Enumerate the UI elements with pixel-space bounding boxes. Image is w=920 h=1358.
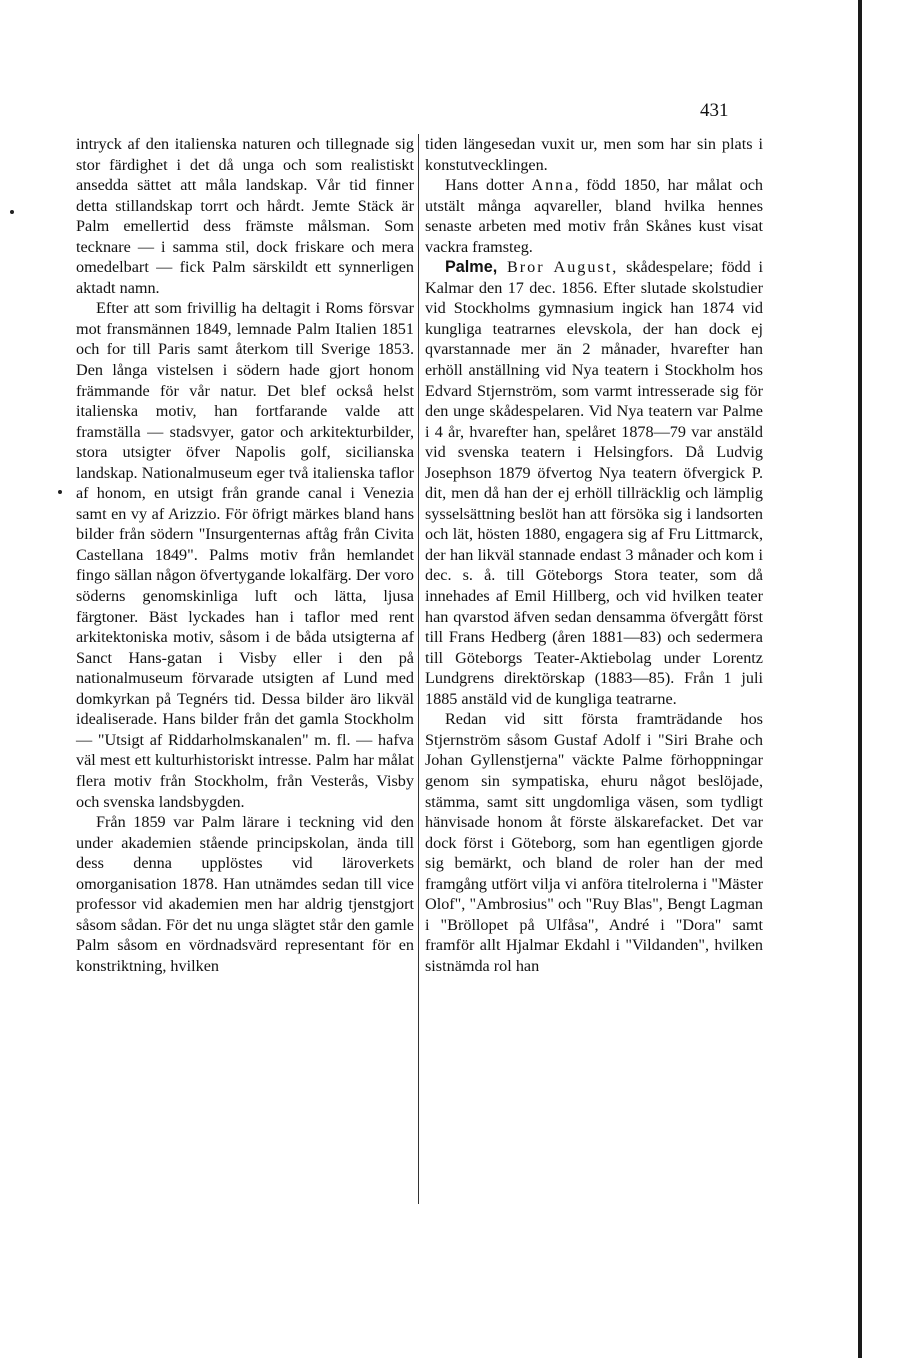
left-paragraph-3: Från 1859 var Palm lärare i teckning vid den under akademien stående principskolan, ända till dess denna upplöstes vid läroverkets omorganisation 1878. Han utnämdes sedan till vice professor vid akademien men har aldrig tjenstgjort såsom sådan. För det nu unga slägtet står den gamle Palm såsom en vördnadsvärd representant för en konstriktning, hvilken xyxy=(76,813,414,975)
right-paragraph-2 xyxy=(425,175,763,257)
margin-speck xyxy=(58,490,62,494)
anna-text: , född 1850, har målat och utstält många aqvareller, bland hvilka hennes senaste arbeten med motiv från Skånes kust visat vackra framsteg. xyxy=(425,176,763,256)
page-right-edge xyxy=(858,0,920,1358)
entry-given-names: Bror August, xyxy=(497,258,619,277)
right-paragraph-3 xyxy=(425,257,763,709)
right-column xyxy=(425,134,763,976)
column-divider xyxy=(418,134,419,1204)
page-bottom-margin xyxy=(0,1300,860,1358)
anna-intro: Hans dotter xyxy=(445,176,532,195)
page-number: 431 xyxy=(700,100,729,121)
entry-text: skådespelare; född i Kalmar den 17 dec. 1856. Efter slutade skolstudier vid Stockholms gymnasium ingick han 1874 vid kungliga teatrarnes elevskola, der han dock ej qvarstannade mer än 2 månader, hvarefter han erhöll anställning vid Nya teatern i Stockholm hos Edvard Stjernström, som varmt intresserade sig för den unge skådespelaren. Vid Nya teatern var Palme i 4 år, hvarefter han, spelåret 1878—79 var anstäld vid svenska teatern i Helsingfors. Då Ludvig Josephson 1879 öfvertog Nya teatern öfvergick P. dit, men då han der ej erhöll tillräcklig och lämplig sysselsättning beslöt han att försöka sig i landsorten och lät, hösten 1880, engagera sig af Fru Littmarck, der han likväl stannade endast 3 månader och kom i dec. s. å. till Göteborgs Stora teater, som då innehades af Emil Hillberg, och vid hvilken teater han qvarstod äfven sedan densamma öfvergått först till Frans Hedberg (åren 1881—83) och sedermera till Göteborgs Teater-Aktiebolag under Lorentz Lundgrens direktörskap (1883—85). Från 1 juli 1885 anstäld vid de kungliga teatrarne. xyxy=(425,258,764,708)
right-paragraph-4: Redan vid sitt första framträdande hos Stjernström såsom Gustaf Adolf i "Siri Brahe och Johan Gyllenstjerna" väckte Palme förhoppningar genom sin sympatiska, ehuru något beslöjade, stämma, samt sitt ungdomliga väsen, som tydligt hänvisade honom åt förste älskarefacket. Det var dock först i Göteborg, som han egentligen gjorde sig bemärkt, och bland de roler han der med framgång utfört vilja vi anföra titelrolerna i "Mäster Olof", "Ambrosius" och "Ruy Blas", Bengt Lagman i "Bröllopet på Ulfåsa", André i "Dora" samt framför allt Hjalmar Ekdahl i "Vildanden", hvilken sistnämda rol han xyxy=(425,710,763,975)
left-column xyxy=(76,134,414,976)
margin-speck xyxy=(10,210,14,214)
left-paragraph-1: intryck af den italienska naturen och tillegnade sig stor färdighet i det då unga och som realistiskt ansedda sättet att måla landskap. Vår tid finner detta stillandskap torrt och hårdt. Jemte Stäck är Palm emellertid dess främste målsman. Som tecknare — i samma stil, dock friskare och mera omedelbart — fick Palm särskildt ett synnerligen aktadt namn. xyxy=(76,135,414,297)
right-paragraph-1: tiden längesedan vuxit ur, men som har sin plats i konstutvecklingen. xyxy=(425,135,763,174)
entry-headword: Palme, xyxy=(445,258,498,277)
anna-name: Anna xyxy=(531,176,575,195)
left-paragraph-2: Efter att som frivillig ha deltagit i Roms försvar mot fransmännen 1849, lemnade Palm Italien 1851 och for till Paris samt återkom till Sverige 1853. Den långa vistelsen i södern hade gjort honom främmande för vår natur. Det blef också helst italienska motiv, han fortfarande valde att framställa — stadsvyer, gator och arkitekturbilder, stora utsigter öfver Napolis golf, sicilianska landskap. Nationalmuseum eger två italienska taflor af honom, en utsigt från grande canal i Venezia samt en vy af Arizzio. För öfrigt märkes bland hans bilder från södern "Insurgenternas aftåg från Civita Castellana 1849". Palms motiv från hemlandet fingo sällan någon öfvertygande lokalfärg. Der voro söderns genomskinliga luft och lätta, ljusa färgtoner. Bäst lyckades han i taflor med rent arkitektoniska motiv, såsom i de båda utsigterna af Sanct Hans-gatan i Visby eller i den på nationalmuseum förvarade utsigten af Lund med domkyrkan på Tegnérs tid. Dessa bilder äro likväl idealiserade. Hans bilder från det gamla Stockholm — "Utsigt af Riddarholmskanalen" m. fl. — hafva väl mest ett kulturhistoriskt intresse. Palm har målat flera motiv från Stockholm, från Vesterås, Visby och svenska landsbygden. xyxy=(76,299,414,811)
